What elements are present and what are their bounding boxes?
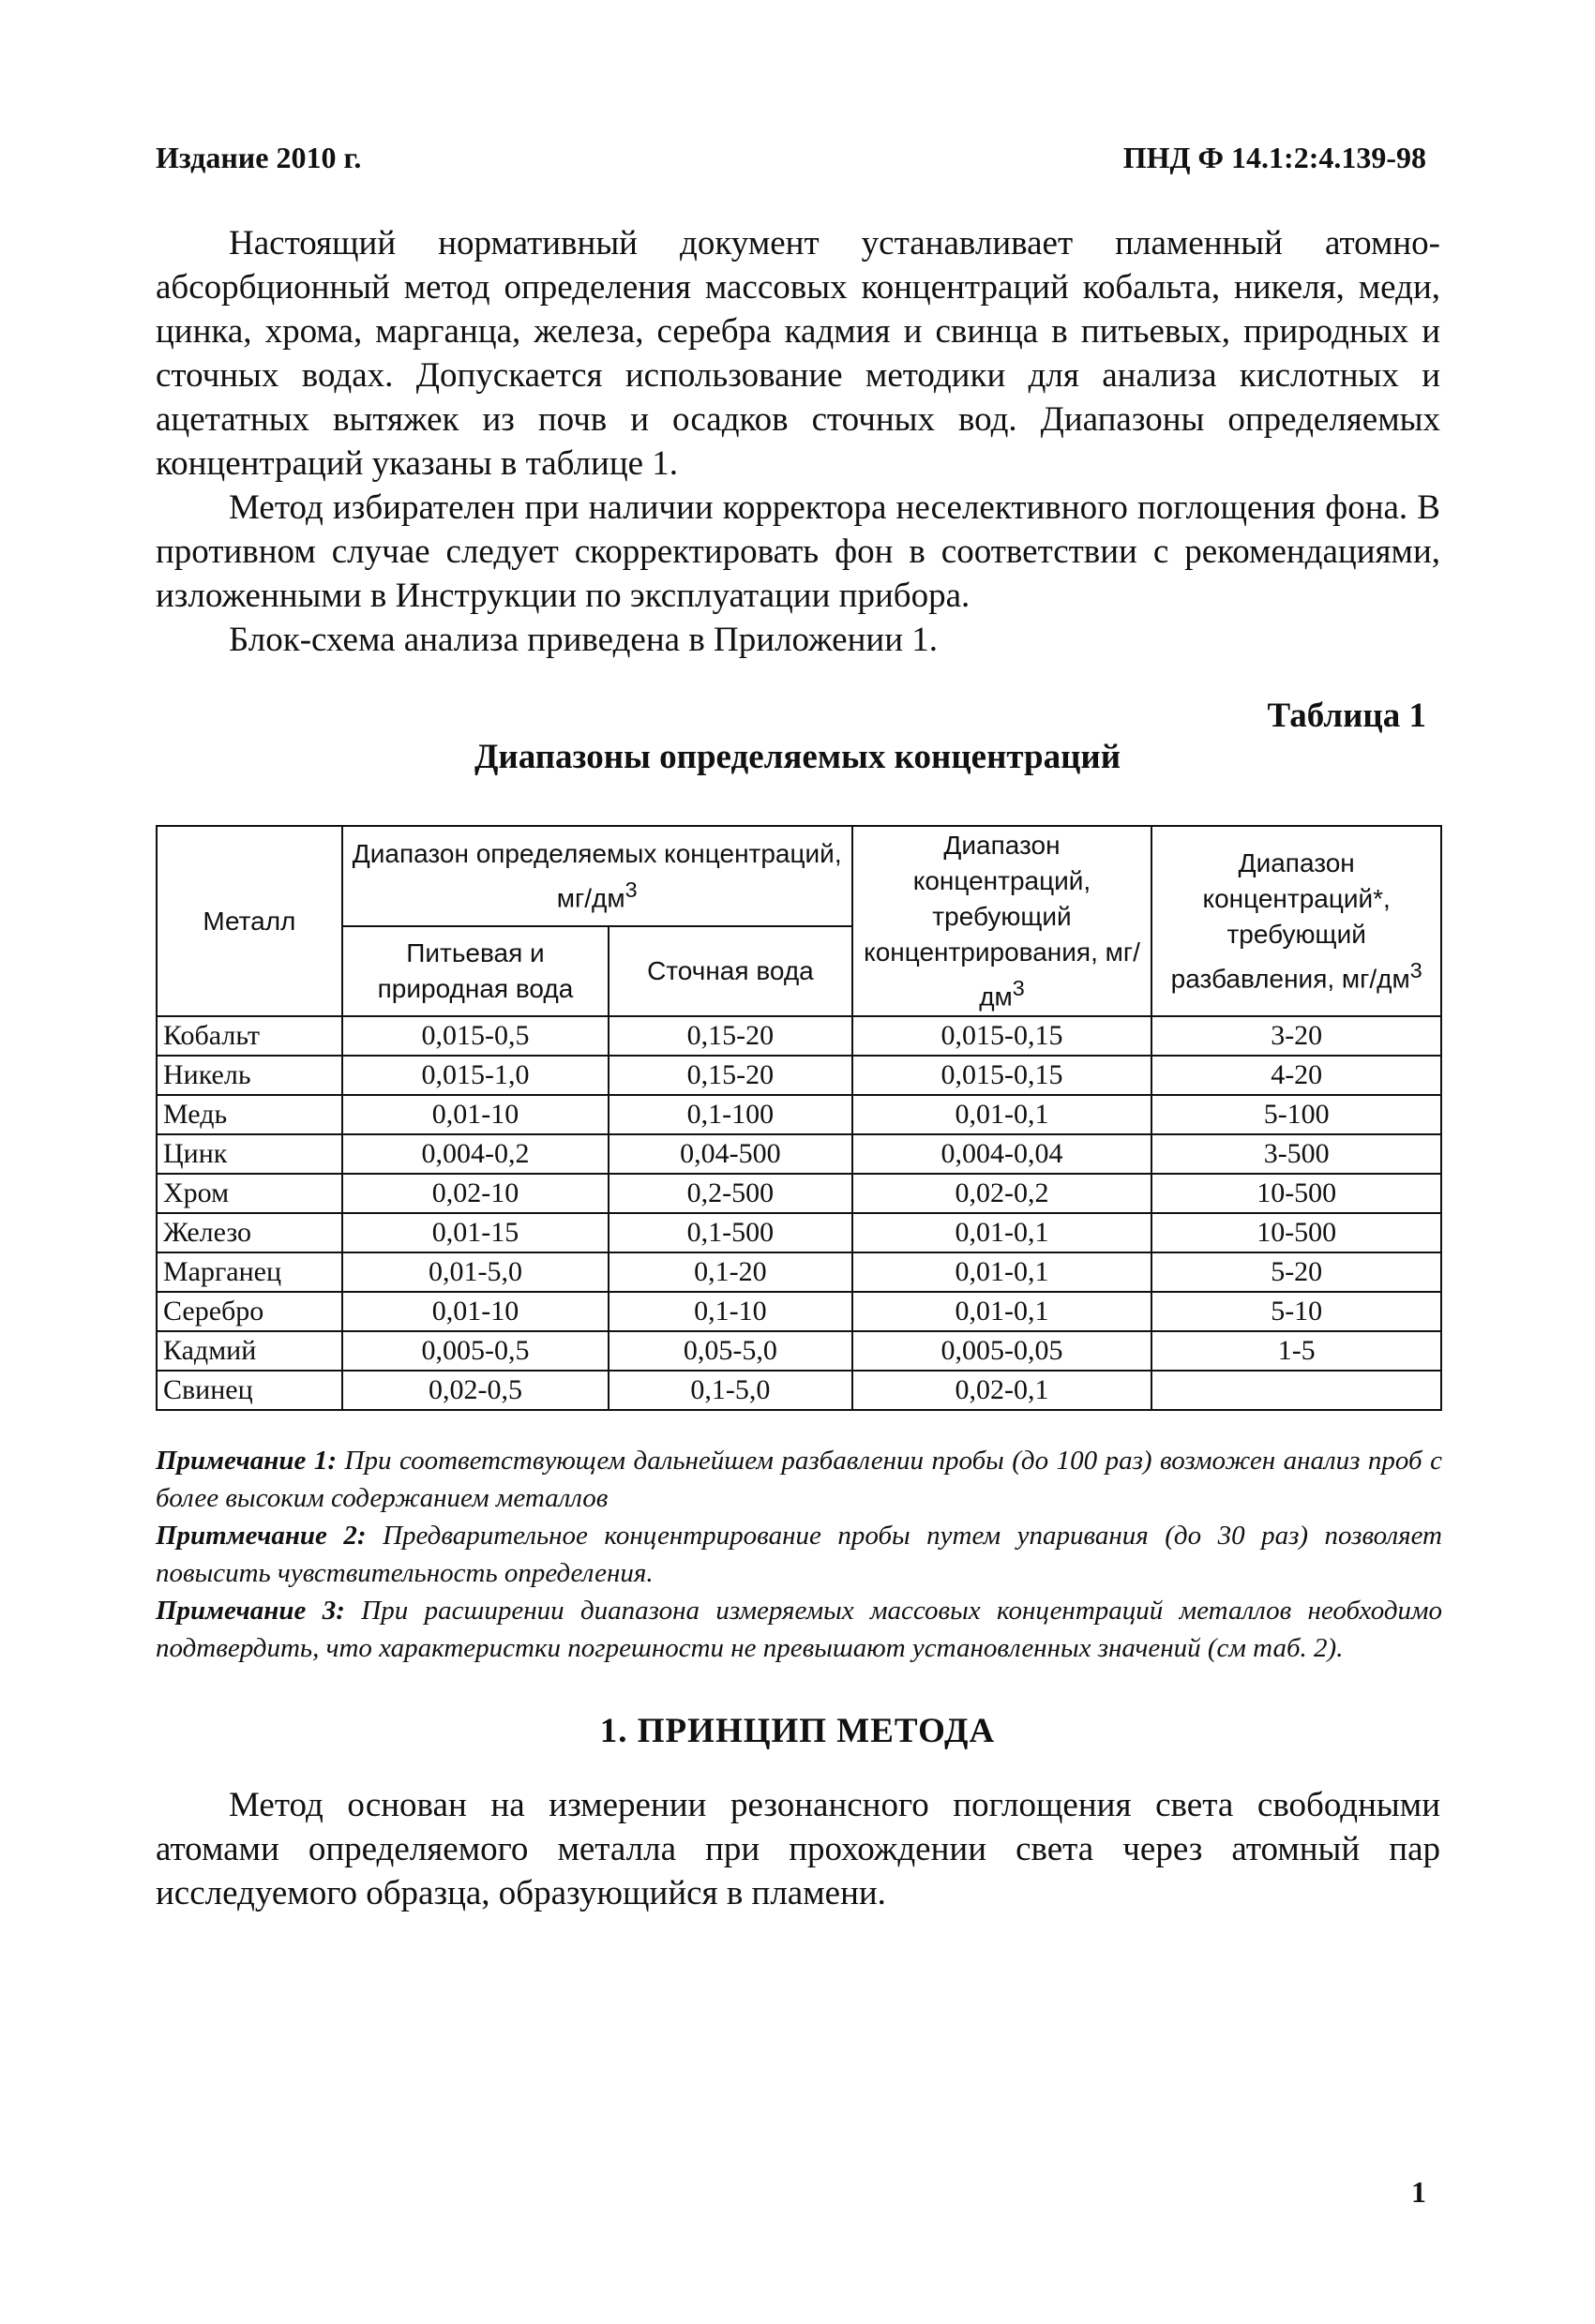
dilution-range-cell: 3-20 [1151, 1016, 1441, 1056]
concentration-table [156, 825, 1442, 1411]
section-text [156, 1783, 1440, 1915]
dilution-range-cell [1151, 1371, 1441, 1410]
intro-paragraph-2: Метод избирателен при наличии корректора неселективного поглощения фона. В противном случае следует скорректировать фон в соответствии с рекомендациями, изложенными в Инструкции по эксплуатации прибора. [156, 488, 1440, 615]
intro-paragraph-1: Настоящий нормативный документ устанавливает пламенный атомно-абсорбционный метод определения массовых концентраций кобальта, никеля, меди, цинка, хрома, марганца, железа, серебра кадмия и свинца в питьевых, природных и сточных водах. Допускается использование методики для анализа кислотных и ацетатных вытяжек из почв и осадков сточных вод. Диапазоны определяемых концентраций указаны в таблице 1. [156, 224, 1440, 483]
waste-range-cell: 0,04-500 [609, 1134, 851, 1174]
waste-range-cell: 0,15-20 [609, 1056, 851, 1095]
header-drinking-water: Питьевая и природная вода [342, 926, 609, 1016]
concentrating-range-cell: 0,01-0,1 [852, 1252, 1152, 1292]
metal-cell: Кадмий [157, 1331, 342, 1371]
note-label: Притмечание 2: [156, 1521, 367, 1551]
waste-range-cell: 0,05-5,0 [609, 1331, 851, 1371]
dilution-range-cell: 5-100 [1151, 1095, 1441, 1134]
table-row [157, 1056, 1441, 1095]
drinking-range-cell: 0,02-10 [342, 1174, 609, 1213]
document-code: ПНД Ф 14.1:2:4.139-98 [1122, 141, 1426, 174]
note-3 [156, 1592, 1442, 1667]
drinking-range-cell: 0,005-0,5 [342, 1331, 609, 1371]
table-row [157, 1134, 1441, 1174]
waste-range-cell: 0,2-500 [609, 1174, 851, 1213]
drinking-range-cell: 0,01-10 [342, 1292, 609, 1331]
metal-cell: Марганец [157, 1252, 342, 1292]
dilution-range-cell: 5-20 [1151, 1252, 1441, 1292]
concentrating-range-cell: 0,01-0,1 [852, 1095, 1152, 1134]
drinking-range-cell: 0,015-0,5 [342, 1016, 609, 1056]
dilution-range-cell: 3-500 [1151, 1134, 1441, 1174]
header-range-main: Диапазон определяемых концентраций, $мг/дм^3$ [342, 826, 852, 926]
drinking-range-cell: 0,01-15 [342, 1213, 609, 1252]
waste-range-cell: 0,1-10 [609, 1292, 851, 1331]
table-row [157, 1252, 1441, 1292]
metal-cell: Серебро [157, 1292, 342, 1331]
edition-label: Издание 2010 г. [156, 141, 362, 174]
metal-cell: Железо [157, 1213, 342, 1252]
table-row [157, 1213, 1441, 1252]
drinking-range-cell: 0,01-5,0 [342, 1252, 609, 1292]
table-notes [156, 1442, 1442, 1667]
table-row [157, 1371, 1441, 1410]
note-label: Примечание 1: [156, 1446, 338, 1476]
table-row [157, 1174, 1441, 1213]
metal-cell: Хром [157, 1174, 342, 1213]
concentrating-range-cell: 0,015-0,15 [852, 1056, 1152, 1095]
waste-range-cell: 0,1-100 [609, 1095, 851, 1134]
metal-cell: Цинк [157, 1134, 342, 1174]
concentrating-range-cell: 0,005-0,05 [852, 1331, 1152, 1371]
header-dilution: Диапазон концентраций*, требующий разбавления, $мг/дм^3$ [1151, 826, 1441, 1016]
note-1 [156, 1442, 1442, 1517]
metal-cell: Никель [157, 1056, 342, 1095]
waste-range-cell: 0,1-20 [609, 1252, 851, 1292]
table-title: Диапазоны определяемых концентраций [474, 738, 1121, 776]
waste-range-cell: 0,1-500 [609, 1213, 851, 1252]
drinking-range-cell: 0,02-0,5 [342, 1371, 609, 1410]
table-row [157, 1331, 1441, 1371]
waste-range-cell: 0,15-20 [609, 1016, 851, 1056]
table-row [157, 1292, 1441, 1331]
drinking-range-cell: 0,01-10 [342, 1095, 609, 1134]
dilution-range-cell: 10-500 [1151, 1174, 1441, 1213]
intro-text [156, 221, 1440, 662]
concentrating-range-cell: 0,01-0,1 [852, 1292, 1152, 1331]
metal-cell: Свинец [157, 1371, 342, 1410]
header-waste-water: Сточная вода [609, 926, 851, 1016]
concentrating-range-cell: 0,02-0,1 [852, 1371, 1152, 1410]
drinking-range-cell: 0,015-1,0 [342, 1056, 609, 1095]
metal-cell: Медь [157, 1095, 342, 1134]
page-number: 1 [1411, 2175, 1426, 2209]
dilution-range-cell: 4-20 [1151, 1056, 1441, 1095]
dilution-range-cell: 5-10 [1151, 1292, 1441, 1331]
header-concentrating: Диапазон концентраций, требующий концентрирования, $мг/дм^3$ [852, 826, 1152, 1016]
note-text: При расширении диапазона измеряемых массовых концентраций металлов необходимо подтвердить, что характеристки погрешности не превышают установленных значений (см таб. 2). [156, 1596, 1442, 1663]
table-label: Таблица 1 [1267, 697, 1426, 735]
note-text: Предварительное концентрирование пробы путем упаривания (до 30 раз) позволяет повысить чувствительность определения. [156, 1521, 1443, 1588]
concentrating-range-cell: 0,015-0,15 [852, 1016, 1152, 1056]
concentrating-range-cell: 0,004-0,04 [852, 1134, 1152, 1174]
note-text: При соответствующем дальнейшем разбавлении пробы (до 100 раз) возможен анализ проб с более высоким содержанием металлов [156, 1446, 1442, 1513]
table-row [157, 1095, 1441, 1134]
table-row [157, 1016, 1441, 1056]
intro-paragraph-3: Блок-схема анализа приведена в Приложении 1. [229, 621, 939, 659]
note-label: Примечание 3: [156, 1596, 345, 1626]
dilution-range-cell: 1-5 [1151, 1331, 1441, 1371]
section-heading: 1. ПРИНЦИП МЕТОДА [599, 1712, 996, 1750]
section-paragraph: Метод основан на измерении резонансного поглощения света свободными атомами определяемого металла при прохождении света через атомный пар исследуемого образца, образующийся в пламени. [156, 1786, 1440, 1912]
header-metal: Металл [157, 826, 342, 1016]
waste-range-cell: 0,1-5,0 [609, 1371, 851, 1410]
dilution-range-cell: 10-500 [1151, 1213, 1441, 1252]
note-2 [156, 1517, 1442, 1592]
metal-cell: Кобальт [157, 1016, 342, 1056]
drinking-range-cell: 0,004-0,2 [342, 1134, 609, 1174]
concentrating-range-cell: 0,02-0,2 [852, 1174, 1152, 1213]
concentrating-range-cell: 0,01-0,1 [852, 1213, 1152, 1252]
